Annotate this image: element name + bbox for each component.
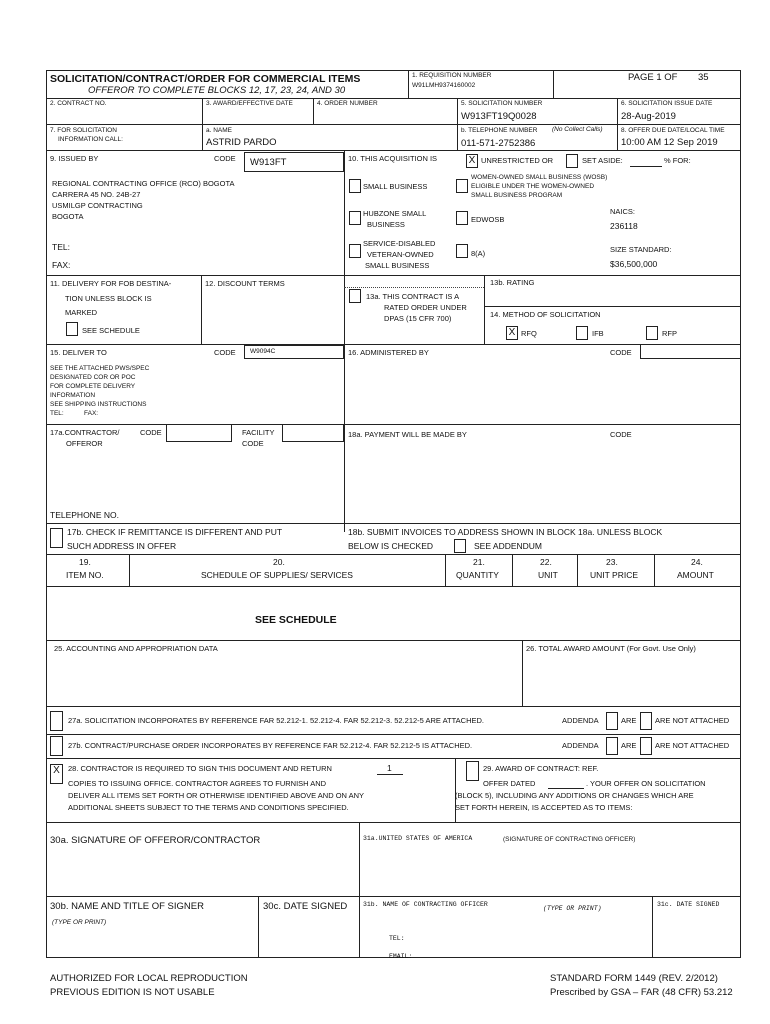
sdvosb-label-1: SERVICE-DISABLED: [363, 239, 436, 248]
ifb-checkbox[interactable]: [576, 326, 588, 340]
acquisition-label: 10. THIS ACQUISITION IS: [348, 154, 438, 163]
officer-email-label: EMAIL:: [389, 953, 413, 960]
deliver-to-line-4: INFORMATION: [50, 392, 96, 399]
col-unit: UNIT: [538, 570, 558, 580]
facility-label: FACILITY: [242, 428, 275, 437]
addenda-27a-are-checkbox[interactable]: [606, 712, 618, 730]
information-call-label: INFORMATION CALL:: [58, 136, 123, 143]
remittance-different-checkbox[interactable]: [50, 528, 63, 548]
footer-authorized: AUTHORIZED FOR LOCAL REPRODUCTION: [50, 973, 248, 984]
addenda-27a-label: ADDENDA: [562, 716, 599, 725]
issued-by-fax: FAX:: [52, 260, 71, 270]
officer-date-label: 31c. DATE SIGNED: [657, 901, 720, 908]
deliver-to-line-1: SEE THE ATTACHED PWS/SPEC: [50, 365, 150, 372]
footer-standard-form: STANDARD FORM 1449 (REV. 2/2012): [550, 973, 718, 984]
deliver-to-code[interactable]: W9094C: [250, 348, 276, 355]
offeror-signature-label: 30a. SIGNATURE OF OFFEROR/CONTRACTOR: [50, 835, 261, 846]
rated-order-label-2: RATED ORDER UNDER: [384, 303, 467, 312]
sdvosb-label-2: VETERAN-OWNED: [367, 250, 434, 259]
set-aside-checkbox[interactable]: [566, 154, 578, 168]
size-standard-value: $36,500,000: [610, 259, 658, 269]
clause-27b-checkbox[interactable]: [50, 736, 63, 756]
contractor-sign-line-1: 28. CONTRACTOR IS REQUIRED TO SIGN THIS DOCUMENT AND RETURN: [68, 764, 332, 773]
officer-type-print: (TYPE OR PRINT): [543, 905, 602, 912]
issue-date[interactable]: 28-Aug-2019: [621, 111, 676, 122]
for-solicitation-label: 7. FOR SOLICITATION: [50, 127, 117, 134]
footer-prescribed-by: Prescribed by GSA – FAR (48 CFR) 53.212: [550, 987, 733, 998]
offer-due-date[interactable]: 10:00 AM 12 Sep 2019: [621, 137, 718, 148]
col-item-no: ITEM NO.: [66, 570, 104, 580]
officer-name-label: 31b. NAME OF CONTRACTING OFFICER: [363, 901, 488, 908]
solicitation-number[interactable]: W913FT19Q0028: [461, 111, 537, 122]
col-schedule: SCHEDULE OF SUPPLIES/ SERVICES: [201, 570, 353, 580]
page-label: PAGE 1 OF: [628, 72, 678, 83]
deliver-to-label: 15. DELIVER TO: [50, 348, 107, 357]
addenda-27b-are: ARE: [621, 741, 637, 750]
contact-name[interactable]: ASTRID PARDO: [206, 137, 277, 148]
name-label: a. NAME: [206, 127, 233, 134]
issued-by-tel: TEL:: [52, 242, 70, 252]
col-20-number: 20.: [273, 557, 285, 567]
rfq-label: RFQ: [521, 329, 537, 338]
no-collect-calls-note: (No Collect Calls): [552, 126, 603, 133]
submit-invoices-label-1: 18b. SUBMIT INVOICES TO ADDRESS SHOWN IN BLOCK 18a. UNLESS BLOCK: [348, 527, 663, 537]
sdvosb-checkbox[interactable]: [349, 244, 361, 258]
form-title: SOLICITATION/CONTRACT/ORDER FOR COMMERCIAL ITEMS: [50, 73, 361, 85]
col-21-number: 21.: [473, 557, 485, 567]
set-aside-label: SET ASIDE:: [582, 156, 623, 165]
rated-order-label-1: 13a. THIS CONTRACT IS A: [366, 292, 460, 301]
sdvosb-label-3: SMALL BUSINESS: [365, 261, 430, 270]
contractor-sign-line-3: DELIVER ALL ITEMS SET FORTH OR OTHERWISE IDENTIFIED ABOVE AND ON ANY: [68, 791, 365, 800]
rated-order-checkbox[interactable]: [349, 289, 361, 303]
issued-by-code-label: CODE: [214, 154, 236, 163]
addenda-27b-are-not-checkbox[interactable]: [640, 737, 652, 755]
issued-by-address-2: CARRERA 45 NO. 24B-27: [52, 190, 141, 199]
wosb-label-2: ELIGIBLE UNDER THE WOMEN-OWNED: [471, 183, 595, 190]
award-date-label: 3. AWARD/EFFECTIVE DATE: [206, 100, 293, 107]
fob-destination-label-2: TION UNLESS BLOCK IS: [65, 294, 152, 303]
rfq-checkbox[interactable]: X: [506, 326, 518, 340]
rfp-label: RFP: [662, 329, 677, 338]
eight-a-checkbox[interactable]: [456, 244, 468, 258]
contractor-sign-checkbox[interactable]: X: [50, 764, 63, 784]
percent-for-label: % FOR:: [664, 156, 691, 165]
addenda-27b-are-not: ARE NOT ATTACHED: [655, 741, 730, 750]
col-19-number: 19.: [79, 557, 91, 567]
deliver-to-code-label: CODE: [214, 348, 236, 357]
col-amount: AMOUNT: [677, 570, 714, 580]
telephone-label: b. TELEPHONE NUMBER: [461, 127, 538, 134]
see-schedule-checkbox[interactable]: [66, 322, 78, 336]
fob-destination-label-1: 11. DELIVERY FOR FOB DESTINA-: [50, 279, 172, 288]
administered-by-code-label: CODE: [610, 348, 632, 357]
eight-a-label: 8(A): [471, 249, 486, 258]
clause-27b-text: 27b. CONTRACT/PURCHASE ORDER INCORPORATES BY REFERENCE FAR 52.212-4. FAR 52.212-5 IS ATTACHED.: [68, 741, 473, 750]
award-line-5: SET FORTH HEREIN, IS ACCEPTED AS TO ITEMS:: [455, 803, 633, 812]
col-24-number: 24.: [691, 557, 703, 567]
contractor-label-1: 17a.CONTRACTOR/: [50, 428, 120, 437]
ifb-label: IFB: [592, 329, 604, 338]
rfp-checkbox[interactable]: [646, 326, 658, 340]
rated-order-label-3: DPAS (15 CFR 700): [384, 314, 452, 323]
col-unit-price: UNIT PRICE: [590, 570, 639, 580]
see-schedule-heading: SEE SCHEDULE: [255, 614, 337, 626]
issue-date-label: 6. SOLICITATION ISSUE DATE: [621, 100, 713, 107]
award-line-4: (BLOCK 5), INCLUDING ANY ADDITIONS OR CHANGES WHICH ARE: [455, 791, 694, 800]
administered-by-code-box[interactable]: [640, 344, 741, 359]
date-signed-label: 30c. DATE SIGNED: [263, 901, 348, 912]
officer-signature-label: (SIGNATURE OF CONTRACTING OFFICER): [503, 836, 636, 843]
facility-code-box[interactable]: [282, 424, 344, 442]
contractor-code-label: CODE: [140, 428, 162, 437]
wosb-checkbox[interactable]: [456, 179, 468, 193]
contractor-code-box[interactable]: [166, 424, 232, 442]
requisition-value: W91LMH9374160002: [412, 82, 476, 89]
contractor-sign-copies: 1: [387, 763, 392, 773]
hubzone-checkbox[interactable]: [349, 211, 361, 225]
see-addendum-checkbox[interactable]: [454, 539, 466, 553]
issued-by-address-1: REGIONAL CONTRACTING OFFICE (RCO) BOGOTA: [52, 179, 235, 188]
offer-due-label: 8. OFFER DUE DATE/LOCAL TIME: [621, 127, 725, 134]
usa-label: 31a.UNITED STATES OF AMERICA: [363, 835, 473, 842]
issued-by-code[interactable]: W913FT: [250, 157, 287, 168]
footer-previous-edition: PREVIOUS EDITION IS NOT USABLE: [50, 987, 215, 998]
administered-by-label: 16. ADMINISTERED BY: [348, 348, 429, 357]
size-standard-label: SIZE STANDARD:: [610, 245, 672, 254]
addenda-27b-are-checkbox[interactable]: [606, 737, 618, 755]
wosb-label-3: SMALL BUSINESS PROGRAM: [471, 192, 563, 199]
facility-code-label: CODE: [242, 439, 264, 448]
award-line-2: OFFER DATED: [483, 779, 536, 788]
issued-by-address-4: BOGOTA: [52, 212, 84, 221]
edwosb-label: EDWOSB: [471, 215, 505, 224]
small-business-checkbox[interactable]: [349, 179, 361, 193]
order-number-label: 4. ORDER NUMBER: [317, 100, 378, 107]
issued-by-label: 9. ISSUED BY: [50, 154, 99, 163]
addenda-27a-are-not-checkbox[interactable]: [640, 712, 652, 730]
remittance-label-2: SUCH ADDRESS IN OFFER: [67, 541, 177, 551]
rating-label: 13b. RATING: [490, 278, 535, 287]
method-of-solicitation-label: 14. METHOD OF SOLICITATION: [490, 310, 601, 319]
deliver-to-tel: TEL:: [50, 410, 64, 417]
col-quantity: QUANTITY: [456, 570, 499, 580]
hubzone-label-2: BUSINESS: [367, 220, 405, 229]
contractor-label-2: OFFEROR: [66, 439, 103, 448]
name-title-label: 30b. NAME AND TITLE OF SIGNER: [50, 901, 204, 912]
deliver-to-line-5: SEE SHIPPING INSTRUCTIONS: [50, 401, 147, 408]
total-award-label: 26. TOTAL AWARD AMOUNT (For Govt. Use Only): [526, 644, 696, 653]
award-line-1: 29. AWARD OF CONTRACT: REF.: [483, 764, 599, 773]
telephone-no-label: TELEPHONE NO.: [50, 510, 119, 520]
remittance-label-1: 17b. CHECK IF REMITTANCE IS DIFFERENT AND PUT: [67, 527, 283, 537]
contractor-sign-line-4: ADDITIONAL SHEETS SUBJECT TO THE TERMS AND CONDITIONS SPECIFIED.: [68, 803, 349, 812]
submit-invoices-label-2: BELOW IS CHECKED: [348, 541, 434, 551]
form-subtitle: OFFEROR TO COMPLETE BLOCKS 12, 17, 23, 24, AND 30: [88, 85, 346, 96]
telephone-number[interactable]: 011-571-2752386: [461, 138, 536, 149]
wosb-label-1: WOMEN-OWNED SMALL BUSINESS (WOSB): [471, 174, 608, 181]
hubzone-label-1: HUBZONE SMALL: [363, 209, 427, 218]
unrestricted-label: UNRESTRICTED OR: [481, 156, 554, 165]
naics-label: NAICS:: [610, 207, 636, 216]
deliver-to-fax: FAX:: [84, 410, 99, 417]
requisition-label: 1. REQUISITION NUMBER: [412, 72, 492, 79]
addenda-27a-are-not: ARE NOT ATTACHED: [655, 716, 730, 725]
see-schedule-label: SEE SCHEDULE: [82, 326, 140, 335]
deliver-to-line-3: FOR COMPLETE DELIVERY: [50, 383, 136, 390]
issued-by-address-3: USMILGP CONTRACTING: [52, 201, 143, 210]
solicitation-number-label: 5. SOLICITATION NUMBER: [461, 100, 543, 107]
clause-27a-text: 27a. SOLICITATION INCORPORATES BY REFERENCE FAR 52.212-1. 52.212-4. FAR 52.212-3. 52.212-5 ARE ATTACHED.: [68, 716, 484, 725]
officer-tel-label: TEL:: [389, 935, 405, 942]
addenda-27a-are: ARE: [621, 716, 637, 725]
award-of-contract-checkbox[interactable]: [466, 761, 479, 781]
unrestricted-checkbox[interactable]: X: [466, 154, 478, 168]
payment-code-label: CODE: [610, 430, 632, 439]
col-22-number: 22.: [540, 557, 552, 567]
deliver-to-line-2: DESIGNATED COR OR POC: [50, 374, 136, 381]
small-business-label: SMALL BUSINESS: [363, 182, 428, 191]
contractor-sign-line-2: COPIES TO ISSUING OFFICE. CONTRACTOR AGREES TO FURNISH AND: [68, 779, 327, 788]
naics-code: 236118: [610, 221, 638, 231]
payment-by-label: 18a. PAYMENT WILL BE MADE BY: [348, 430, 467, 439]
edwosb-checkbox[interactable]: [456, 211, 468, 225]
page-total: 35: [698, 72, 709, 83]
col-23-number: 23.: [606, 557, 618, 567]
clause-27a-checkbox[interactable]: [50, 711, 63, 731]
fob-destination-label-3: MARKED: [65, 308, 98, 317]
discount-terms-label: 12. DISCOUNT TERMS: [205, 279, 285, 288]
see-addendum-label: SEE ADDENDUM: [474, 541, 543, 551]
name-title-type-print: (TYPE OR PRINT): [52, 919, 107, 926]
contract-no-label: 2. CONTRACT NO.: [50, 100, 107, 107]
sf1449-form: [46, 70, 741, 958]
addenda-27b-label: ADDENDA: [562, 741, 599, 750]
accounting-data-label: 25. ACCOUNTING AND APPROPRIATION DATA: [54, 644, 218, 653]
award-line-3: . YOUR OFFER ON SOLICITATION: [586, 779, 706, 788]
